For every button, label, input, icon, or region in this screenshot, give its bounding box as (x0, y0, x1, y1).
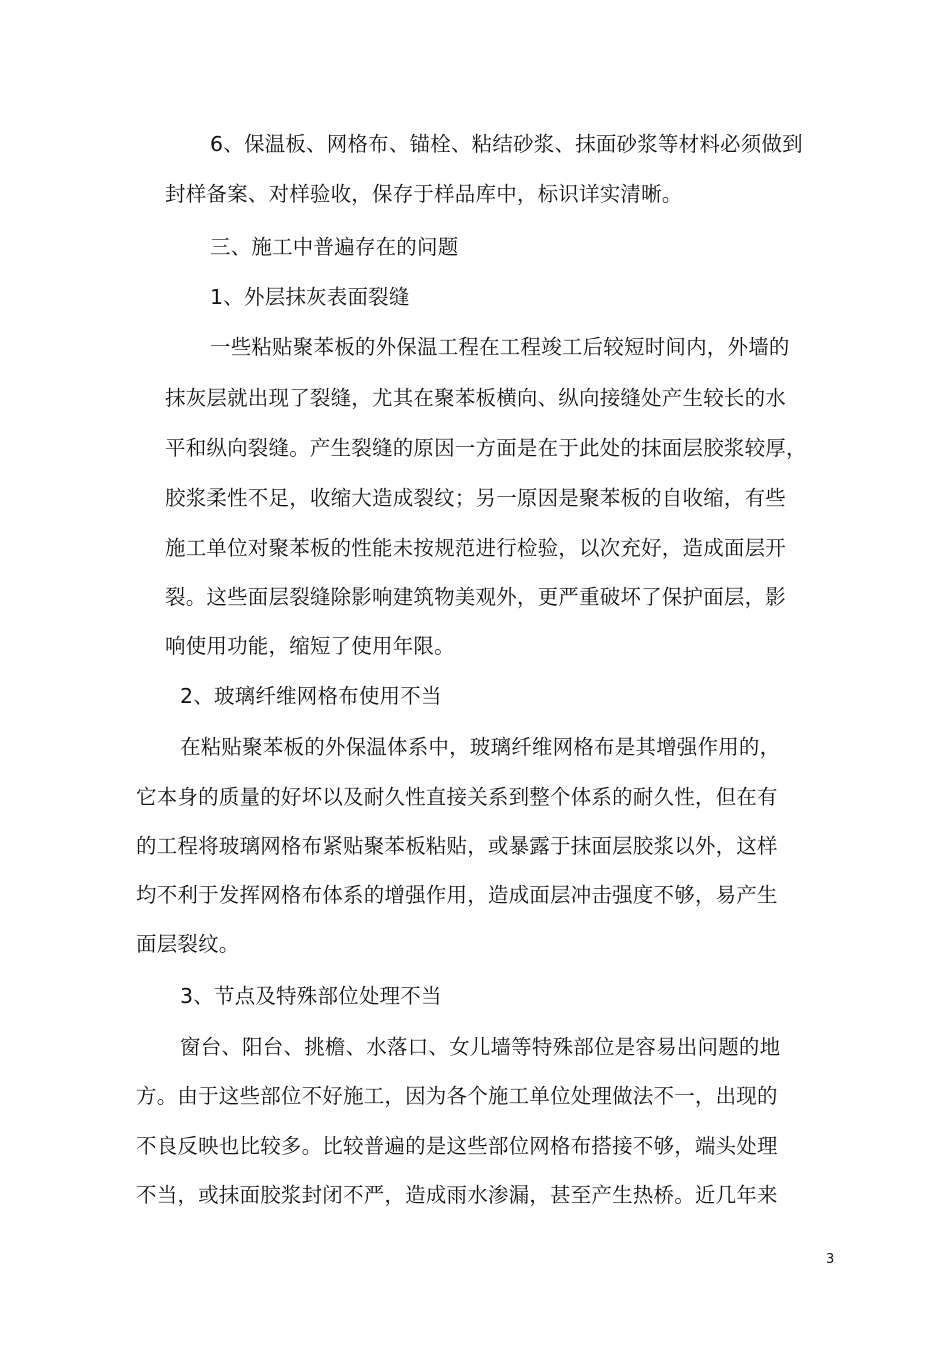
paragraph-line: 施工单位对聚苯板的性能未按规范进行检验，以次充好，造成面层开 (165, 536, 786, 560)
paragraph-line: 胶浆柔性不足，收缩大造成裂纹；另一原因是聚苯板的自收缩，有些 (165, 486, 786, 510)
paragraph-line: 平和纵向裂缝。产生裂缝的原因一方面是在于此处的抹面层胶浆较厚， (165, 436, 807, 460)
paragraph-line: 响使用功能，缩短了使用年限。 (165, 634, 455, 658)
paragraph-line: 抹灰层就出现了裂缝，尤其在聚苯板横向、纵向接缝处产生较长的水 (165, 386, 786, 410)
paragraph-line: 它本身的质量的好坏以及耐久性直接关系到整个体系的耐久性，但在有 (136, 785, 778, 809)
page-number: 3 (826, 1252, 835, 1267)
paragraph-line: 裂。这些面层裂缝除影响建筑物美观外，更严重破坏了保护面层，影 (165, 585, 786, 609)
paragraph-line: 6、保温板、网格布、锚栓、粘结砂浆、抹面砂浆等材料必须做到 (210, 132, 803, 156)
paragraph-line: 不良反映也比较多。比较普遍的是这些部位网格布搭接不够，端头处理 (136, 1134, 778, 1158)
paragraph-line: 一些粘贴聚苯板的外保温工程在工程竣工后较短时间内，外墙的 (210, 335, 790, 359)
subsection-heading: 2、玻璃纤维网格布使用不当 (180, 684, 442, 708)
paragraph-line: 均不利于发挥网格布体系的增强作用，造成面层冲击强度不够，易产生 (136, 883, 778, 907)
paragraph-line: 不当，或抹面胶浆封闭不严，造成雨水渗漏，甚至产生热桥。近几年来 (136, 1183, 778, 1207)
paragraph-line: 窗台、阳台、挑檐、水落口、女儿墙等特殊部位是容易出问题的地 (180, 1035, 781, 1059)
subsection-heading: 3、节点及特殊部位处理不当 (180, 984, 442, 1008)
subsection-heading: 1、外层抹灰表面裂缝 (210, 285, 410, 309)
paragraph-line: 面层裂纹。 (136, 932, 240, 956)
section-heading: 三、施工中普遍存在的问题 (210, 235, 459, 259)
paragraph-line: 封样备案、对样验收，保存于样品库中，标识详实清晰。 (165, 182, 683, 206)
paragraph-line: 方。由于这些部位不好施工，因为各个施工单位处理做法不一，出现的 (136, 1084, 778, 1108)
paragraph-line: 在粘贴聚苯板的外保温体系中，玻璃纤维网格布是其增强作用的， (180, 735, 781, 759)
paragraph-line: 的工程将玻璃网格布紧贴聚苯板粘贴，或暴露于抹面层胶浆以外，这样 (136, 834, 778, 858)
